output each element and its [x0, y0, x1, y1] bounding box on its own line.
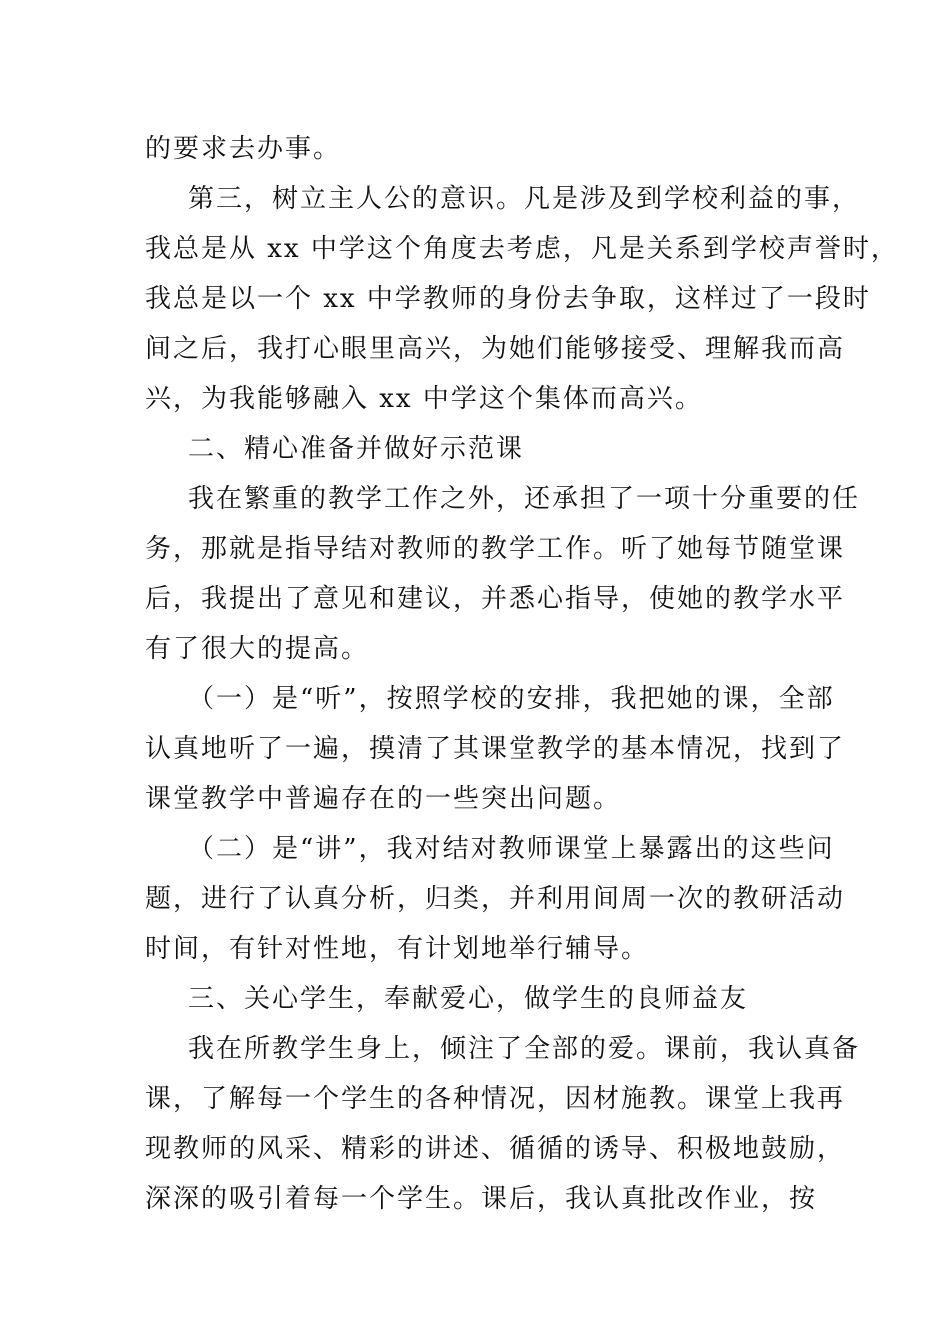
paragraph-line: 我在所教学生身上，倾注了全部的爱。课前，我认真备: [188, 1034, 861, 1064]
text-line: 务，那就是指导结对教师的教学工作。听了她每节随堂课: [145, 534, 846, 564]
paragraph-line: （一）是“听”，按照学校的安排，我把她的课，全部: [188, 684, 835, 714]
text-line: 的要求去办事。: [145, 134, 342, 164]
paragraph-line: 第三，树立主人公的意识。凡是涉及到学校利益的事，: [188, 184, 861, 214]
text-line: 我总是以一个 xx 中学教师的身份去争取，这样过了一段时: [145, 284, 871, 314]
text-line: 时间，有针对性地，有计划地举行辅导。: [145, 934, 650, 964]
text-line: 现教师的风采、精彩的讲述、循循的诱导、积极地鼓励，: [145, 1134, 846, 1164]
text-line: 我总是从 xx 中学这个角度去考虑，凡是关系到学校声誉时，: [145, 234, 899, 264]
section-heading: 三、关心学生，奉献爱心，做学生的良师益友: [188, 984, 749, 1014]
paragraph-line: （二）是“讲”，我对结对教师课堂上暴露出的这些问: [188, 834, 835, 864]
text-line: 后，我提出了意见和建议，并悉心指导，使她的教学水平: [145, 584, 846, 614]
text-line: 课，了解每一个学生的各种情况，因材施教。课堂上我再: [145, 1084, 846, 1114]
text-line: 有了很大的提高。: [145, 634, 370, 664]
text-line: 课堂教学中普遍存在的一些突出问题。: [145, 784, 622, 814]
section-heading: 二、精心准备并做好示范课: [188, 434, 525, 464]
text-line: 间之后，我打心眼里高兴，为她们能够接受、理解我而高: [145, 334, 846, 364]
text-line: 认真地听了一遍，摸清了其课堂教学的基本情况，找到了: [145, 734, 846, 764]
text-line: 题，进行了认真分析，归类，并利用间周一次的教研活动: [145, 884, 846, 914]
text-line: 深深的吸引着每一个学生。课后，我认真批改作业，按: [145, 1184, 818, 1214]
paragraph-line: 我在繁重的教学工作之外，还承担了一项十分重要的任: [188, 484, 861, 514]
text-line: 兴，为我能够融入 xx 中学这个集体而高兴。: [145, 384, 703, 414]
